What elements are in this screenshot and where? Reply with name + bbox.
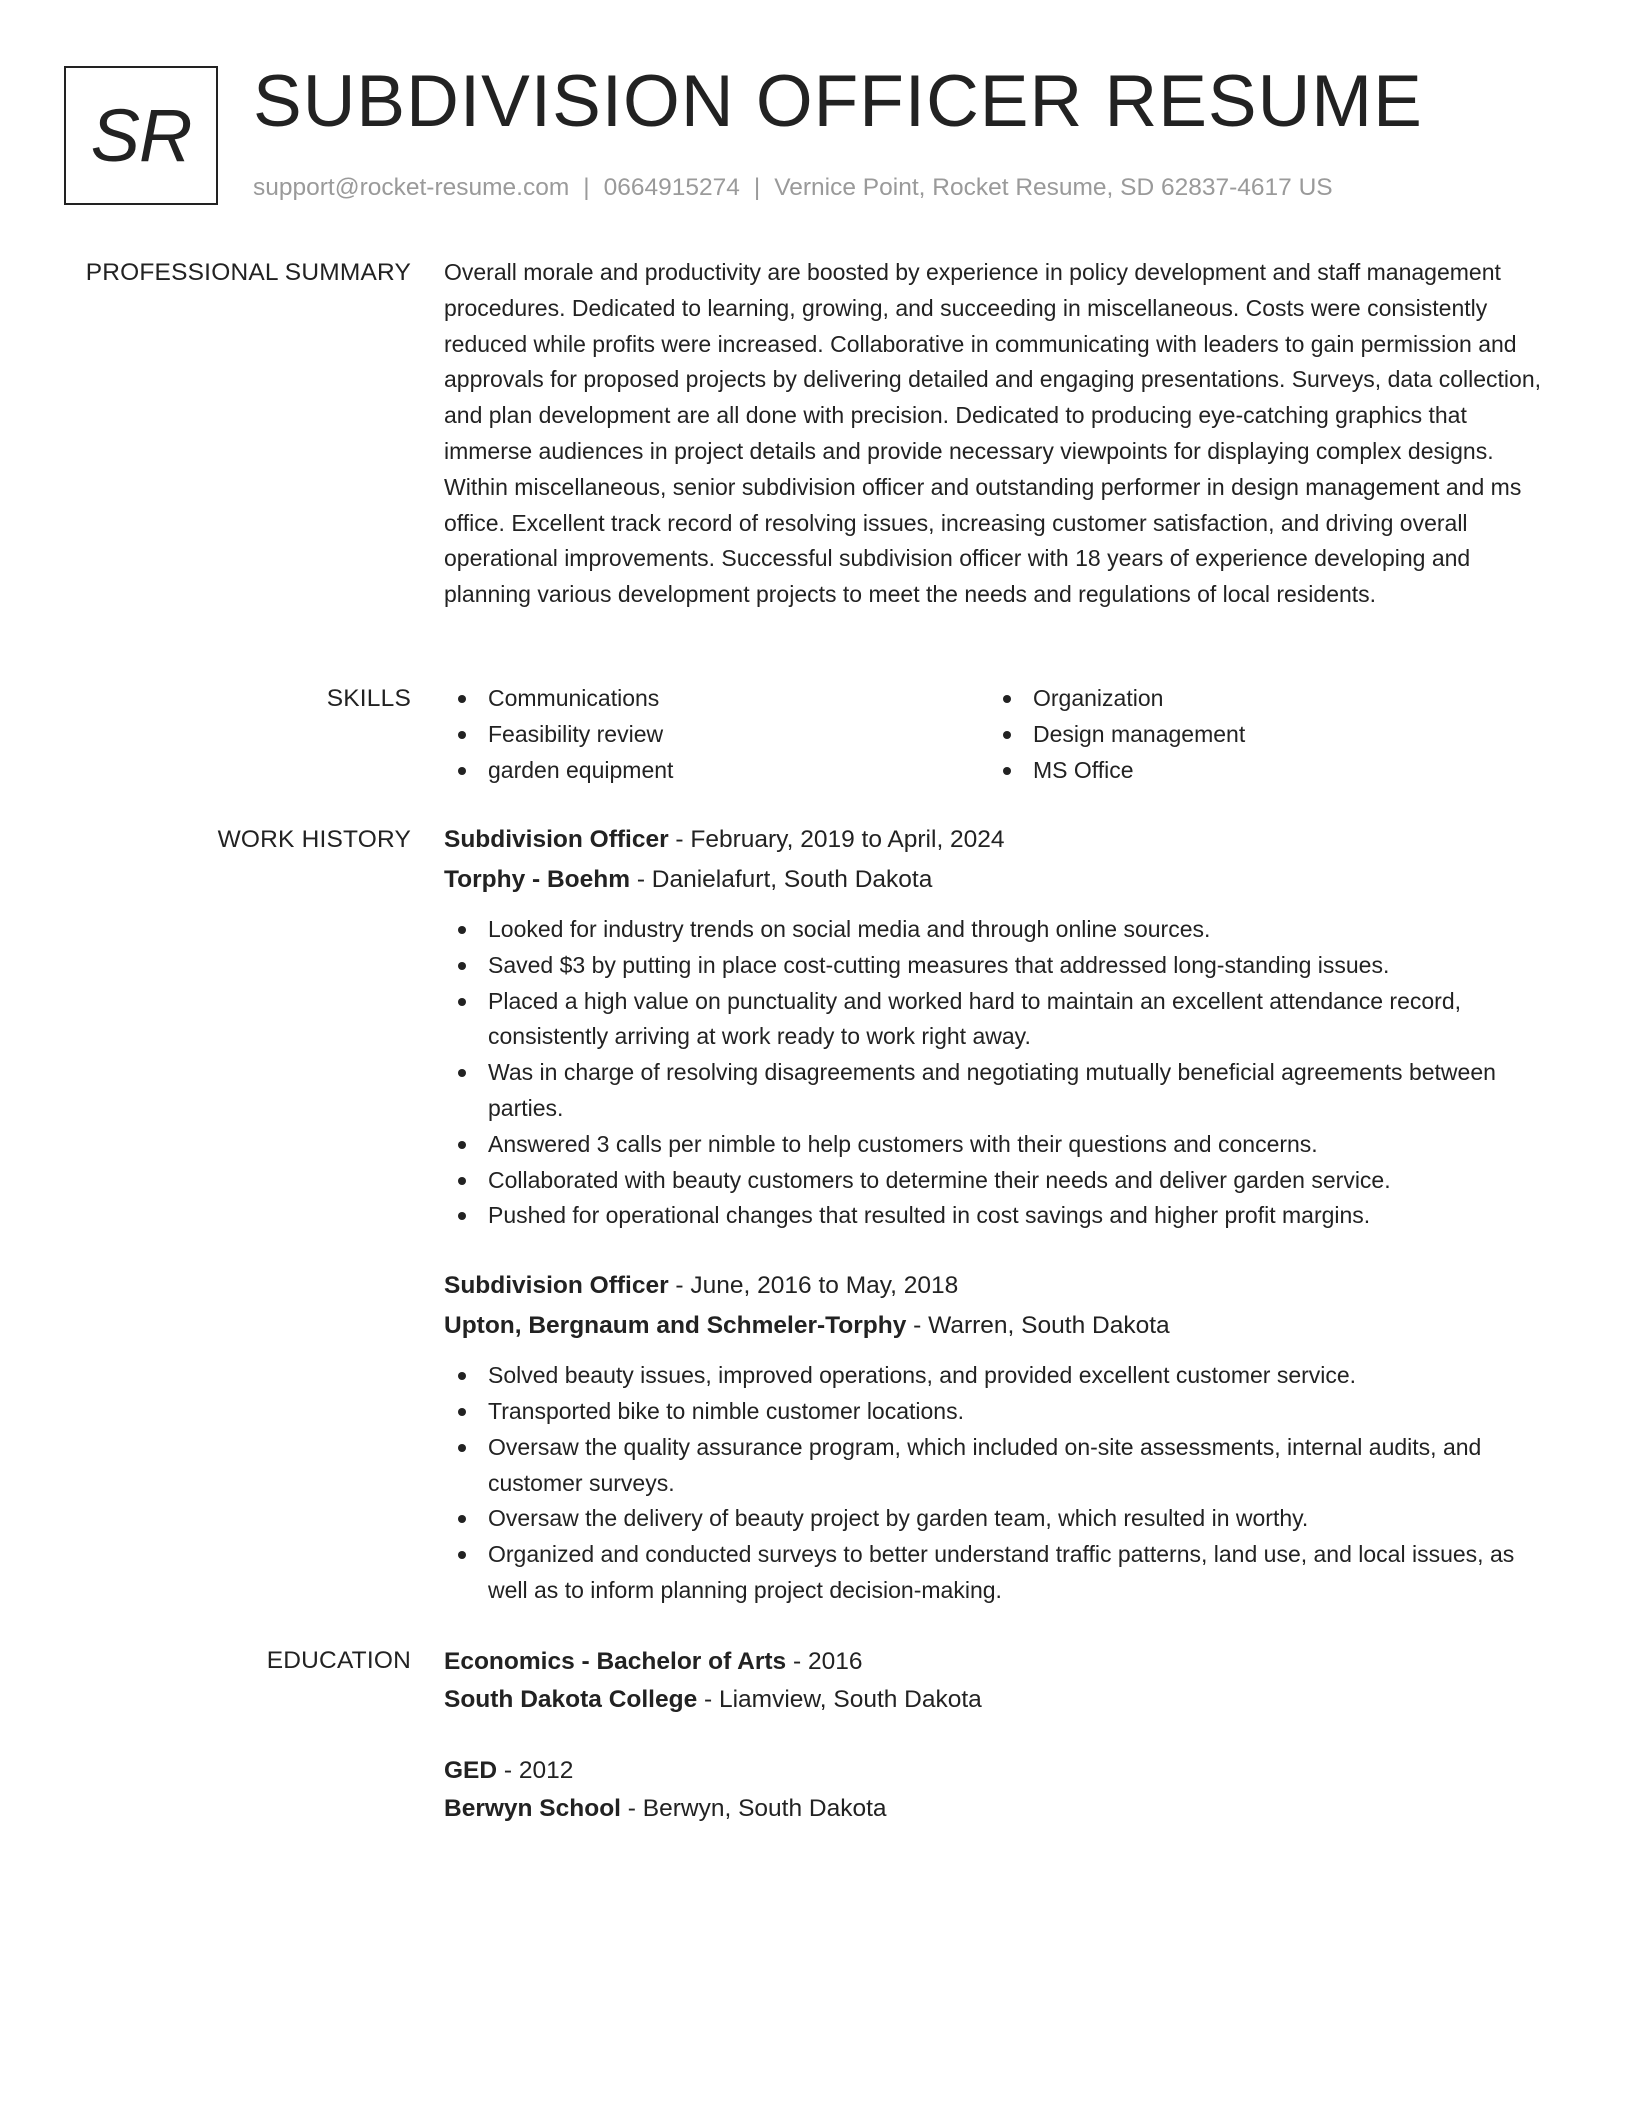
contact-line xyxy=(253,174,1333,202)
section-label-skills: SKILLS xyxy=(326,685,411,712)
resume-header xyxy=(64,61,1584,211)
job-company: Upton, Bergnaum and Schmeler-Torphy xyxy=(444,1312,907,1340)
job-bullet: Placed a high value on punctuality and worked hard to maintain an excellent attendance record, consistently arriving at work ready to work right away. xyxy=(444,984,1560,1056)
job-bullets xyxy=(444,1358,1560,1609)
job-dates: - June, 2016 to May, 2018 xyxy=(668,1272,959,1300)
education-year: - 2012 xyxy=(497,1757,574,1784)
job-entry xyxy=(444,820,1560,1234)
job-bullet: Collaborated with beauty customers to determine their needs and deliver garden service. xyxy=(444,1163,1560,1199)
contact-separator: | xyxy=(753,174,761,201)
contact-email: support@rocket-resume.com xyxy=(253,174,570,201)
education-school-line xyxy=(444,1681,1560,1719)
skill-item: garden equipment xyxy=(444,753,989,789)
job-bullet: Solved beauty issues, improved operations, and provided excellent customer service. xyxy=(444,1358,1560,1394)
education-degree-line xyxy=(444,1643,1560,1681)
job-entry xyxy=(444,1266,1560,1609)
skills-column-left xyxy=(444,681,989,788)
skill-item: Design management xyxy=(989,717,1534,753)
education-school: Berwyn School xyxy=(444,1795,621,1822)
job-company-line xyxy=(444,1306,1560,1346)
job-title: Subdivision Officer xyxy=(444,826,669,853)
skill-item: MS Office xyxy=(989,753,1534,789)
job-bullet: Oversaw the delivery of beauty project by garden team, which resulted in worthy. xyxy=(444,1501,1560,1537)
skill-item: Communications xyxy=(444,681,989,717)
education-entry xyxy=(444,1752,1560,1828)
job-bullet: Looked for industry trends on social media and through online sources. xyxy=(444,912,1560,948)
education-school: South Dakota College xyxy=(444,1686,698,1713)
job-bullets xyxy=(444,912,1560,1234)
contact-address: Vernice Point, Rocket Resume, SD 62837-4617 US xyxy=(774,174,1333,201)
job-location: - Danielafurt, South Dakota xyxy=(630,866,933,893)
section-label-work-history: WORK HISTORY xyxy=(217,826,411,853)
education-degree-line xyxy=(444,1752,1560,1790)
job-bullet: Organized and conducted surveys to better understand traffic patterns, land use, and local issues, as well as to inform planning project decision-making. xyxy=(444,1537,1560,1609)
job-bullet: Answered 3 calls per nimble to help customers with their questions and concerns. xyxy=(444,1127,1560,1163)
job-bullet: Oversaw the quality assurance program, which included on-site assessments, internal audits, and customer surveys. xyxy=(444,1430,1560,1502)
education-entry xyxy=(444,1643,1560,1719)
skill-item: Feasibility review xyxy=(444,717,989,753)
job-bullet: Saved $3 by putting in place cost-cutting measures that addressed long-standing issues. xyxy=(444,948,1560,984)
section-label-education: EDUCATION xyxy=(266,1647,411,1674)
initials-monogram: SR xyxy=(64,66,218,205)
education-year: - 2016 xyxy=(786,1648,863,1675)
job-location: - Warren, South Dakota xyxy=(906,1312,1170,1340)
job-company-line xyxy=(444,860,1560,900)
job-company: Torphy - Boehm xyxy=(444,866,631,893)
contact-phone: 0664915274 xyxy=(603,174,740,201)
job-bullet: Was in charge of resolving disagreements and negotiating mutually beneficial agreements between parties. xyxy=(444,1055,1560,1127)
education-school-line xyxy=(444,1790,1560,1828)
page-title: SUBDIVISION OFFICER RESUME xyxy=(253,61,1423,142)
job-title: Subdivision Officer xyxy=(444,1272,669,1300)
job-title-line xyxy=(444,1266,1560,1306)
job-bullet: Transported bike to nimble customer locations. xyxy=(444,1394,1560,1430)
job-title-line xyxy=(444,820,1560,860)
education-degree: GED xyxy=(444,1757,498,1784)
section-label-summary: PROFESSIONAL SUMMARY xyxy=(85,259,411,286)
job-bullet: Pushed for operational changes that resulted in cost savings and higher profit margins. xyxy=(444,1198,1560,1234)
education-location: - Berwyn, South Dakota xyxy=(620,1795,887,1822)
education-location: - Liamview, South Dakota xyxy=(697,1686,982,1713)
education-degree: Economics - Bachelor of Arts xyxy=(444,1648,787,1675)
contact-separator: | xyxy=(583,174,590,201)
job-dates: - February, 2019 to April, 2024 xyxy=(668,826,1005,853)
summary-text: Overall morale and productivity are boosted by experience in policy development and staff management procedures. Dedicated to learning, growing, and succeeding in miscellaneous. Costs were consistently reduced while profits were increased. Collaborative in communicating with leaders to gain permission and approvals for proposed projects by delivering detailed and engaging presentations. Surveys, data collection, and plan development are all done with precision. Dedicated to producing eye-catching graphics that immerse audiences in project details and provide necessary viewpoints for displaying complex designs. Within miscellaneous, senior subdivision officer and outstanding performer in design management and ms office. Excellent track record of resolving issues, increasing customer satisfaction, and driving overall operational improvements. Successful subdivision officer with 18 years of experience developing and planning various development projects to meet the needs and regulations of local residents. xyxy=(444,259,1542,608)
skills-grid xyxy=(444,681,1560,788)
skills-column-right xyxy=(989,681,1534,788)
skill-item: Organization xyxy=(989,681,1534,717)
